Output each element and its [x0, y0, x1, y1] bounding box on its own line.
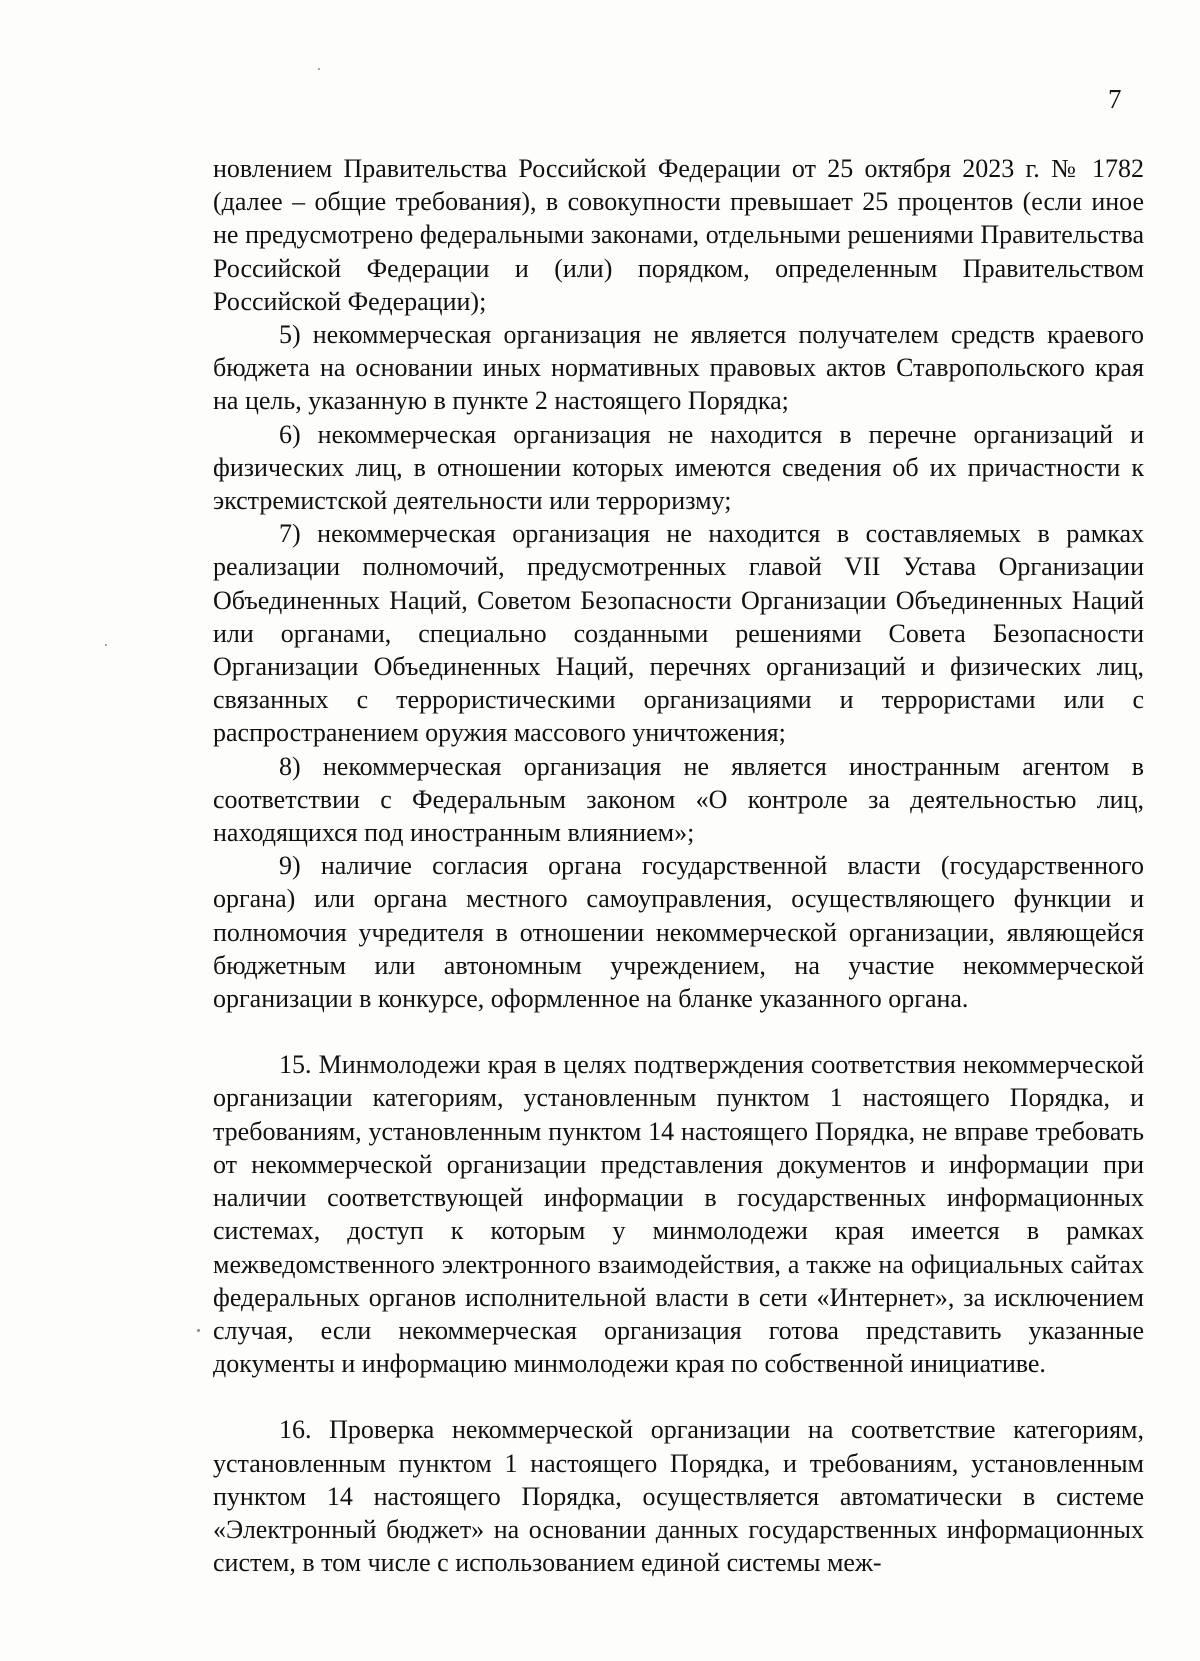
paragraph-gap	[213, 1015, 1144, 1048]
paragraph-item-6: 6) некоммерческая организация не находится в перечне организаций и физических лиц, в отношении которых имеются сведения об их причастности к экстремистской деятельности или терроризму;	[213, 419, 1144, 516]
scan-speck	[105, 644, 107, 646]
scan-speck	[197, 1329, 200, 1332]
paragraph-item-5: 5) некоммерческая организация не является получателем средств краевого бюджета на основании иных нормативных правовых актов Ставропольского края на цель, указанную в пункте 2 настоящего Порядка;	[213, 320, 1144, 416]
paragraph-16: 16. Проверка некоммерческой организации на соответствие категориям, установленным пунктом 1 настоящего Порядка, и требованиям, установленным пунктом 14 настоящего Порядка, осуществляется автоматически в системе «Электронный бюджет» на основании данных государственных информационных систем, в том числе с использованием единой системы меж-	[213, 1415, 1144, 1578]
paragraph-gap	[213, 1380, 1144, 1413]
scan-speck	[318, 68, 320, 70]
page-number: 7	[1108, 84, 1122, 114]
paragraph-15: 15. Минмолодежи края в целях подтверждения соответствия некоммерческой организации категориям, установленным пунктом 1 настоящего Порядка, и требованиям, установленным пунктом 14 настоящего Порядка, не вправе требовать от некоммерческой организации представления документов и информации при наличии соответствующей информации в государственных информационных системах, доступ к которым у минмолодежи края имеется в рамках межведомственного электронного взаимодействия, а также на официальных сайтах федеральных органов исполнительной власти в сети «Интернет», за исключением случая, если некоммерческая организация готова представить указанные документы и информацию минмолодежи края по собственной инициативе.	[213, 1050, 1144, 1379]
paragraph-item-7: 7) некоммерческая организация не находится в составляемых в рамках реализации полномочий, предусмотренных главой VII Устава Организации Объединенных Наций, Советом Безопасности Организации Объединенных Наций или органами, специально созданными решениями Совета Безопасности Организации Объединенных Наций, перечнях организаций и физических лиц, связанных с террористическими организациями и террористами или с распространением оружия массового уничтожения;	[213, 519, 1144, 748]
paragraph-continuation: новлением Правительства Российской Федерации от 25 октября 2023 г. № 1782 (далее – общие требования), в совокупности превышает 25 процентов (если иное не предусмотрено федеральными законами, отдельными решениями Правительства Российской Федерации и (или) порядком, определенным Правительством Российской Федерации);	[213, 154, 1144, 316]
paragraph-item-8: 8) некоммерческая организация не является иностранным агентом в соответствии с Федеральным законом «О контроле за деятельностью лиц, находящихся под иностранным влиянием»;	[213, 751, 1144, 848]
document-body	[213, 152, 1144, 1579]
paragraph-item-9: 9) наличие согласия органа государственной власти (государственного органа) или органа местного самоуправления, осуществляющего функции и полномочия учредителя в отношении некоммерческой организации, являющейся бюджетным или автономным учреждением, на участие некоммерческой организации в конкурсе, оформленное на бланке указанного органа.	[213, 851, 1144, 1014]
